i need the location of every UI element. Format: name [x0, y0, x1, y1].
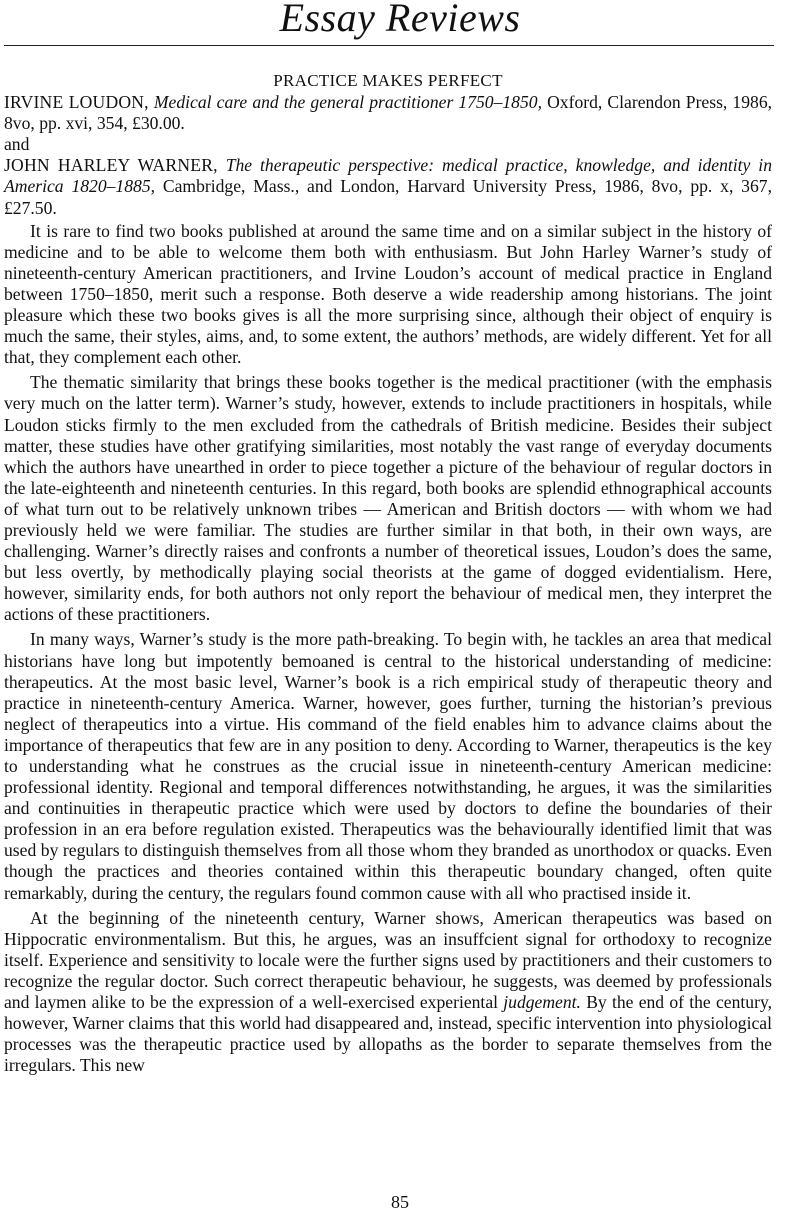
book-author: JOHN HARLEY WARNER, — [4, 155, 218, 176]
emphasis-text: judgement. — [503, 992, 581, 1013]
paragraph-text: By the end of the century, however, Warner claims that this world had disappeared and, instead, specific intervention into physiological processes was the therapeutic practice used by allopaths as the border to separate themselves from the irregulars. This new — [4, 992, 772, 1076]
section-header-title: Essay Reviews — [279, 0, 521, 40]
book-citation-loudon — [4, 92, 772, 134]
article-body — [4, 70, 772, 1076]
book-citation-warner — [4, 155, 772, 218]
body-paragraph: The thematic similarity that brings these books together is the medical practitioner (with the emphasis very much on the latter term). Warner’s study, however, extends to include practitioners in hospitals, while Loudon sticks firmly to the men excluded from the cathedrals of British medicine. Besides their subject matter, these studies have other gratifying similarities, most notably the vast range of everyday documents which the authors have unearthed in order to piece together a picture of the behaviour of regular doctors in the late-eighteenth and nineteenth centuries. In this regard, both books are splendid ethnographical accounts of what turn out to be relatively unknown tribes — American and British doctors — with whom we had previously held we were familiar. The studies are further similar in that both, in their own ways, are challenging. Warner’s directly raises and confronts a number of theoretical issues, Loudon’s does the same, but less overtly, by methodically playing social theorists at the game of dogged evidentialism. Here, however, similarity ends, for both authors not only report the behaviour of medical men, they interpret the actions of these practitioners. — [4, 372, 772, 625]
book-details: Oxford, Clarendon Press, 1986, 8vo, pp. xvi, 354, £30.00. — [4, 92, 773, 134]
book-title: Medical care and the general practitioner 1750–1850, — [153, 92, 542, 113]
header-rule — [4, 45, 774, 46]
body-paragraph: In many ways, Warner’s study is the more path-breaking. To begin with, he tackles an area that medical historians have long but impotently bemoaned is central to the historical understanding of medicine: therapeutics. At the most basic level, Warner’s book is a rich empirical study of therapeutic theory and practice in nineteenth-century America. Warner, however, goes further, turning the historian’s previous neglect of therapeutics into a virtue. His command of the field enables him to advance claims about the importance of therapeutics that few are in any position to deny. According to Warner, therapeutics is the key to understanding what he construes as the crucial issue in nineteenth-century American medicine: professional identity. Regional and temporal differences notwithstanding, he argues, it was the similarities and continuities in therapeutic practice which were used by doctors to define the boundaries of their profession in an era before regulation existed. Therapeutics was the behaviourally identified limit that was used by regulars to distinguish themselves from all those whom they branded as unorthodox or quacks. Even though the practices and theories contained within this therapeutic boundary changed, often quite remarkably, during the century, the regulars found common cause with all who practised inside it. — [4, 629, 772, 903]
paragraph-text: At the beginning of the nineteenth century, Warner shows, American therapeutics was based on Hippocratic environmentalism. But this, he argues, was an insuffcient signal for orthodoxy to recognize itself. Experience and sensitivity to locale were the further signs used by practitioners and their customers to recognize the regular doctor. Such correct therapeutic behaviour, he suggests, was deemed by professionals and laymen alike to be the expression of a well-exercised experiental — [4, 907, 772, 1013]
book-details: Cambridge, Mass., and London, Harvard University Press, 1986, 8vo, pp. x, 367, £27.50. — [4, 176, 772, 218]
book-title: The therapeutic perspective: medical practice, knowledge, and identity in America 1820–1885, — [4, 155, 772, 197]
book-author: IRVINE LOUDON, — [4, 92, 149, 113]
page-number: 85 — [391, 1192, 409, 1212]
body-paragraph: It is rare to find two books published at around the same time and on a similar subject in the history of medicine and to be able to welcome them both with enthusiasm. But John Harley Warner’s study of nineteenth-century American practitioners, and Irvine Loudon’s account of medical practice in England between 1750–1850, merit such a response. Both deserve a wide readership among historians. The joint pleasure which these two books gives is all the more surprising since, although their object of enquiry is much the same, their styles, aims, and, to some extent, the authors’ methods, are widely different. Yet for all that, they complement each other. — [4, 220, 772, 368]
body-paragraph-final — [4, 908, 772, 1077]
essay-title: PRACTICE MAKES PERFECT — [273, 71, 503, 90]
citation-conjunction: and — [4, 134, 30, 155]
